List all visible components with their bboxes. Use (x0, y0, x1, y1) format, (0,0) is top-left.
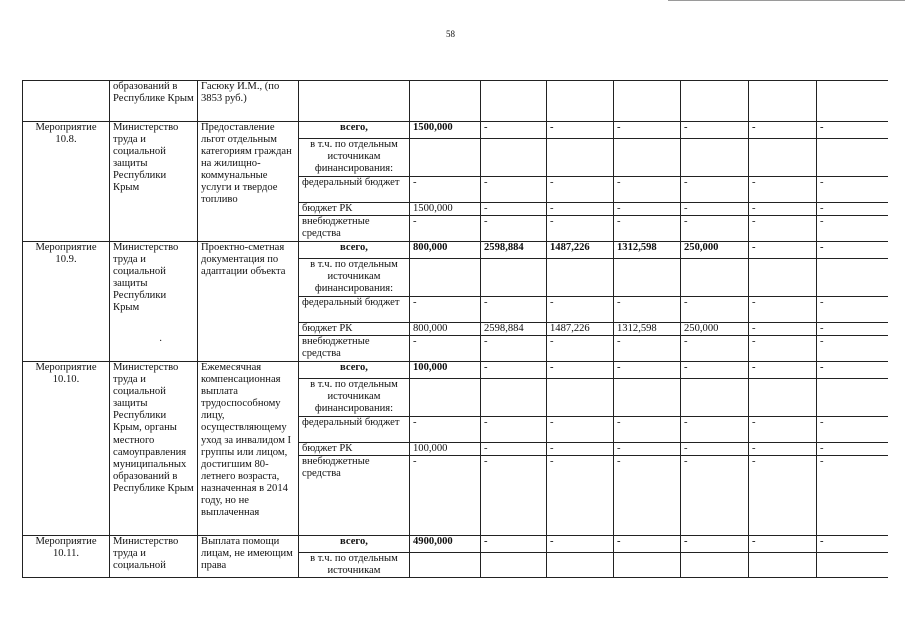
amount-cell: - (481, 297, 547, 323)
amount-cell: - (749, 122, 817, 139)
amount-cell: - (547, 536, 614, 553)
funding-source-label: всего, (299, 242, 410, 259)
amount-cell: - (481, 203, 547, 216)
amount-cell (614, 553, 681, 578)
table-row (23, 362, 888, 379)
funding-source-label: всего, (299, 122, 410, 139)
amount-cell: - (547, 417, 614, 443)
amount-cell (749, 259, 817, 297)
amount-cell: - (681, 536, 749, 553)
funding-source-label: всего, (299, 536, 410, 553)
amount-cell: 1500,000 (410, 122, 481, 139)
amount-cell (547, 139, 614, 177)
amount-cell: - (547, 177, 614, 203)
amount-cell (481, 553, 547, 578)
amount-cell: - (481, 122, 547, 139)
amount-cell: - (614, 216, 681, 242)
amount-cell: - (547, 297, 614, 323)
event-name-cell: Гасюку И.М., (по 3853 руб.) (198, 81, 299, 122)
page-number: 58 (446, 29, 455, 39)
event-id-cell (23, 81, 110, 122)
amount-cell: - (410, 417, 481, 443)
amount-cell: 2598,884 (481, 242, 547, 259)
event-id-cell: Мероприятие 10.8. (23, 122, 110, 242)
amount-cell: - (817, 216, 888, 242)
amount-cell: - (547, 362, 614, 379)
budget-table (22, 80, 888, 578)
amount-cell: - (481, 456, 547, 536)
table-row (23, 122, 888, 139)
amount-cell: - (681, 177, 749, 203)
funding-source-label: в т.ч. по отдельным источникам финансирования: (299, 259, 410, 297)
stray-mark: · (159, 336, 163, 347)
amount-cell (749, 379, 817, 417)
amount-cell: - (817, 122, 888, 139)
funding-source-label: бюджет РК (299, 323, 410, 336)
amount-cell: - (547, 456, 614, 536)
amount-cell: - (749, 297, 817, 323)
amount-cell: - (614, 336, 681, 362)
amount-cell (481, 259, 547, 297)
amount-cell: - (749, 203, 817, 216)
amount-cell: - (614, 417, 681, 443)
amount-cell: - (681, 122, 749, 139)
amount-cell: - (817, 443, 888, 456)
funding-source-label: в т.ч. по отдельным источникам (299, 553, 410, 578)
amount-cell (410, 379, 481, 417)
amount-cell: - (749, 177, 817, 203)
amount-cell (614, 379, 681, 417)
amount-cell: - (749, 216, 817, 242)
funding-source-label: внебюджетные средства (299, 456, 410, 536)
amount-cell: - (481, 177, 547, 203)
funding-source-label: федеральный бюджет (299, 417, 410, 443)
amount-cell: - (681, 203, 749, 216)
funding-source-label: внебюджетные средства (299, 216, 410, 242)
amount-cell: - (547, 216, 614, 242)
amount-cell: 1312,598 (614, 323, 681, 336)
amount-cell: - (749, 323, 817, 336)
amount-cell: 1487,226 (547, 323, 614, 336)
funding-source-label: бюджет РК (299, 443, 410, 456)
amount-cell: - (817, 417, 888, 443)
amount-cell (817, 379, 888, 417)
amount-cell: - (681, 443, 749, 456)
amount-cell: - (614, 297, 681, 323)
amount-cell (817, 139, 888, 177)
amount-cell (817, 259, 888, 297)
amount-cell (547, 553, 614, 578)
funding-source-label: федеральный бюджет (299, 297, 410, 323)
amount-cell (410, 259, 481, 297)
event-name-cell: Выплата помощи лицам, не имеющим права (198, 536, 299, 578)
amount-cell (681, 259, 749, 297)
funding-source-label: всего, (299, 362, 410, 379)
amount-cell: - (614, 456, 681, 536)
amount-cell: - (481, 417, 547, 443)
funding-source-label: в т.ч. по отдельным источникам финансирования: (299, 139, 410, 177)
amount-cell: - (681, 297, 749, 323)
amount-cell: - (749, 336, 817, 362)
amount-cell: - (481, 216, 547, 242)
amount-cell (410, 553, 481, 578)
executor-cell: Министерство труда и социальной защиты Республики Крым (110, 122, 198, 242)
amount-cell: - (614, 122, 681, 139)
amount-cell: 100,000 (410, 443, 481, 456)
amount-cell: - (481, 443, 547, 456)
amount-cell (749, 139, 817, 177)
amount-cell: - (749, 242, 817, 259)
event-id-cell: Мероприятие 10.9. (23, 242, 110, 362)
amount-cell: - (410, 336, 481, 362)
amount-cell: - (547, 203, 614, 216)
event-id-cell: Мероприятие 10.11. (23, 536, 110, 578)
amount-cell: - (817, 336, 888, 362)
event-id-cell: Мероприятие 10.10. (23, 362, 110, 536)
amount-cell: 250,000 (681, 323, 749, 336)
amount-cell: 800,000 (410, 323, 481, 336)
amount-cell: - (547, 122, 614, 139)
amount-cell: - (817, 297, 888, 323)
amount-cell: - (749, 362, 817, 379)
amount-cell (749, 553, 817, 578)
event-name-cell: Проектно-сметная документация по адаптации объекта (198, 242, 299, 362)
amount-cell: - (749, 536, 817, 553)
amount-cell: - (817, 242, 888, 259)
amount-cell: - (681, 336, 749, 362)
amount-cell: - (681, 417, 749, 443)
amount-cell (681, 139, 749, 177)
amount-cell: - (817, 177, 888, 203)
amount-cell: - (749, 456, 817, 536)
amount-cell: - (681, 362, 749, 379)
executor-cell: Министерство труда и социальной защиты Республики Крым (110, 242, 198, 362)
amount-cell: - (547, 443, 614, 456)
amount-cell: 1487,226 (547, 242, 614, 259)
amount-cell: - (614, 443, 681, 456)
amount-cell (481, 379, 547, 417)
executor-cell: Министерство труда и социальной защиты Республики Крым, органы местного самоуправления муниципальных образований в Республике Крым (110, 362, 198, 536)
table-row (23, 242, 888, 259)
amount-cell: - (481, 362, 547, 379)
amount-cell: 1500,000 (410, 203, 481, 216)
amount-cell: - (410, 177, 481, 203)
amount-cell: - (749, 417, 817, 443)
amount-cell (481, 139, 547, 177)
amount-cell: 1312,598 (614, 242, 681, 259)
funding-source-label: в т.ч. по отдельным источникам финансирования: (299, 379, 410, 417)
amount-cell: 250,000 (681, 242, 749, 259)
amount-cell: - (481, 536, 547, 553)
amount-cell: - (547, 336, 614, 362)
amount-cell: - (817, 362, 888, 379)
amount-cell (681, 553, 749, 578)
amount-cell: - (614, 362, 681, 379)
amount-cell (614, 139, 681, 177)
amount-cell: - (681, 456, 749, 536)
amount-cell: 2598,884 (481, 323, 547, 336)
amount-cell (681, 379, 749, 417)
event-name-cell: Ежемесячная компенсационная выплата трудоспособному лицу, осуществляющему уход за инвалидом I группы или лицом, достигшим 80-летнего возраста, назначенная в 2014 году, но не выплаченная (198, 362, 299, 536)
amount-cell: - (749, 443, 817, 456)
amount-cell (614, 259, 681, 297)
amount-cell: - (410, 216, 481, 242)
amount-cell: - (817, 203, 888, 216)
amount-cell (410, 139, 481, 177)
amount-cell: 100,000 (410, 362, 481, 379)
amount-cell (817, 553, 888, 578)
amount-cell: - (817, 456, 888, 536)
amount-cell: - (410, 456, 481, 536)
table-row (23, 81, 888, 122)
amount-cell: - (481, 336, 547, 362)
amount-cell: - (614, 536, 681, 553)
funding-source-label: внебюджетные средства (299, 336, 410, 362)
executor-cell: Министерство труда и социальной (110, 536, 198, 578)
funding-source-label: федеральный бюджет (299, 177, 410, 203)
table-row (23, 536, 888, 553)
amount-cell: - (410, 297, 481, 323)
amount-cell (547, 379, 614, 417)
executor-cell: образований в Республике Крым (110, 81, 198, 122)
funding-source-label: бюджет РК (299, 203, 410, 216)
amount-cell: - (681, 216, 749, 242)
amount-cell: - (817, 323, 888, 336)
amount-cell: - (817, 536, 888, 553)
amount-cell: 4900,000 (410, 536, 481, 553)
amount-cell: - (614, 177, 681, 203)
amount-cell: - (614, 203, 681, 216)
amount-cell (547, 259, 614, 297)
top-edge-line (668, 0, 905, 1)
event-name-cell: Предоставление льгот отдельным категориям граждан на жилищно-коммунальные услуги и твердое топливо (198, 122, 299, 242)
amount-cell: 800,000 (410, 242, 481, 259)
